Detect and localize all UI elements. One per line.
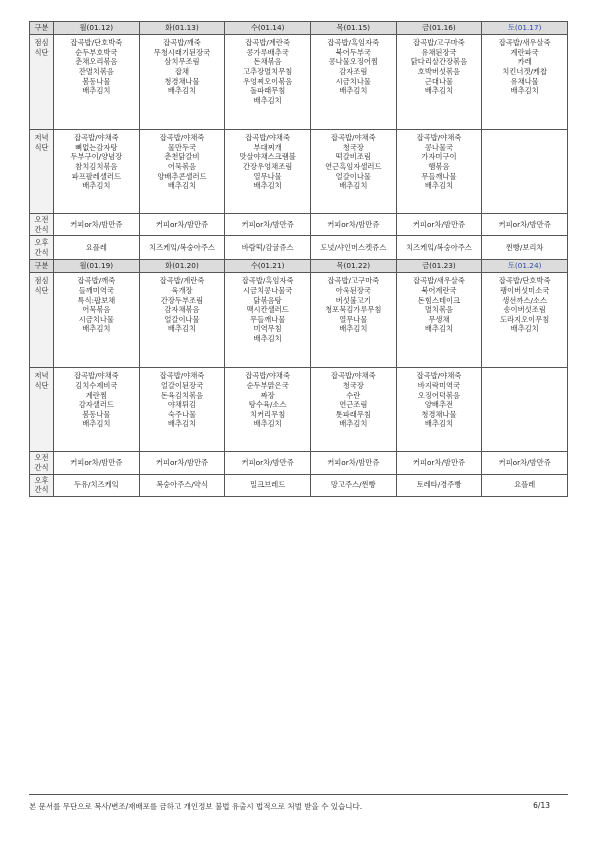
menu-item: 잡곡밥/깨죽 [163,38,201,47]
menu-cell [139,273,225,368]
menu-cell [139,368,225,452]
menu-item: 계란파국 [510,47,539,57]
menu-item: 감자채볶음 [164,305,200,315]
menu-item: 잡곡밥/단호박죽 [498,276,551,286]
menu-cell [54,35,140,130]
menu-item: 근대나물 [424,76,454,86]
menu-item: 잡곡밥/야채죽 [245,133,291,142]
menu-item: 배추김치 [339,86,368,96]
menu-cell [396,273,482,368]
snack-item: 커피or차/밤만쥬 [396,452,482,474]
menu-item: 잡채 [174,66,190,76]
menu-item: 잔멸치볶음 [78,66,114,76]
menu-item: 팽이버섯미소국 [499,285,550,295]
menu-item: 가자미구이 [421,152,457,162]
menu-cell [54,130,140,214]
meal-label: 저녁 식단 [30,368,54,452]
menu-cell [310,35,396,130]
snack-item: 밀크브레드 [225,474,311,496]
dinner-row [30,130,568,214]
day-header: 화(01.20) [139,260,225,273]
menu-item: 참치김치볶음 [75,161,118,171]
menu-item: 탕수육/소스 [248,400,287,410]
snack-item: 커피or차/밤만쥬 [482,452,568,474]
menu-cell [225,273,311,368]
menu-item: 닭다리살간장볶음 [410,57,468,67]
page-number: 6/13 [533,801,550,810]
pm-snack-row [30,236,568,260]
day-header: 금(01.16) [396,22,482,35]
menu-item: 삼치무조림 [164,57,200,67]
menu-item: 열무나물 [253,171,282,181]
menu-item: 배추김치 [82,181,111,191]
pm-snack-row [30,474,568,496]
day-header: 수(01.21) [225,260,311,273]
am-snack-row [30,214,568,236]
menu-item: 잡곡밥/야채죽 [159,133,205,142]
menu-item: 닭볶음탕 [253,295,282,305]
menu-cell [396,368,482,452]
menu-item: 순두부맑은국 [246,380,289,390]
menu-item: 아욱된장국 [335,285,371,295]
menu-item: 어묵볶음 [82,305,111,315]
menu-item: 생선까스/소스 [502,295,548,305]
day-header: 토(01.17) [482,22,568,35]
menu-item: 도라지오이무침 [499,314,550,324]
snack-item: 요플레 [54,236,140,260]
menu-item: 잡곡밥/야채죽 [245,371,291,381]
snack-item: 치즈케잌/복숭아주스 [139,236,225,260]
menu-item: 잡곡밥/야채죽 [416,133,462,142]
menu-item: 배추김치 [82,324,111,334]
menu-item: 순두부호박국 [75,47,118,57]
snack-label: 오전 간식 [30,214,54,236]
menu-item: 잡곡밥/단호박죽 [70,38,123,47]
menu-item: 콩나물국 [424,142,454,152]
menu-item: 시금치나물 [78,314,114,324]
snack-item: 토레타/경주빵 [396,474,482,496]
menu-item: 배추김치 [82,86,111,96]
menu-item: 특식:팝보채 [77,295,116,305]
snack-item: 커피or차/밤만쥬 [396,214,482,236]
menu-item: 배추김치 [510,86,539,96]
menu-cell [310,130,396,214]
snack-item: 복숭아주스/약식 [139,474,225,496]
snack-item: 커피or차/밤만쥬 [310,452,396,474]
menu-cell [54,368,140,452]
menu-item: 잡곡밥/깨죽 [77,276,116,286]
menu-item: 잡곡밥/흑임자죽 [327,38,380,47]
menu-item: 파프팔레샐러드 [71,171,121,181]
snack-item: 망고주스/찐빵 [310,474,396,496]
menu-item: 연근조림 [339,400,368,410]
menu-item: 부대찌개 [253,142,282,152]
menu-item: 김치수제비국 [75,380,118,390]
menu-item: 배추김치 [339,419,368,429]
meal-label: 점심 식단 [30,273,54,368]
menu-item: 배추김치 [253,181,282,191]
menu-item: 카레 [517,57,532,67]
menu-cell [396,35,482,130]
menu-item: 바지락미역국 [417,380,461,390]
menu-item: 버섯불고기 [335,295,371,305]
snack-item: 커피or차/밤만쥬 [225,452,311,474]
meal-label: 저녁 식단 [30,130,54,214]
menu-item: 멸치볶음 [424,305,454,315]
menu-item: 잡곡밥/흑임자죽 [241,276,294,286]
weekly-menu-table [29,21,568,497]
menu-item: 무생채 [428,314,450,324]
menu-item: 춘천닭갈비 [164,152,200,162]
am-snack-row [30,452,568,474]
snack-item: 커피or차/밤만쥬 [54,214,140,236]
menu-item: 간장두부조림 [160,295,204,305]
menu-item: 청경채나물 [164,76,200,86]
menu-cell [54,273,140,368]
menu-item: 호박버섯볶음 [417,66,461,76]
menu-item: 오징어덕볶음 [417,390,461,400]
menu-item: 시금치나물 [335,76,371,86]
menu-item: 양배추콘샐러드 [157,171,207,181]
menu-cell [225,368,311,452]
menu-item: 양배추전 [424,400,454,410]
menu-cell [482,368,568,452]
menu-item: 봄동나물 [82,409,111,419]
menu-item: 햄볶음 [428,161,450,171]
menu-item: 얼갈이된장국 [160,380,204,390]
menu-item: 어묵볶음 [167,161,197,171]
menu-item: 콩가루배추국 [246,47,289,57]
day-header: 금(01.23) [396,260,482,273]
snack-item: 요플레 [482,474,568,496]
menu-cell [225,130,311,214]
menu-cell [139,35,225,130]
menu-item: 잡곡밥/야채죽 [159,371,205,381]
snack-item: 바람떡/감귤쥬스 [225,236,311,260]
menu-item: 북어두부국 [335,47,371,57]
menu-item: 유채된장국 [421,47,457,57]
day-header: 토(01.24) [482,260,568,273]
menu-item: 숙주나물 [167,409,197,419]
menu-item: 맥시칸샐러드 [246,305,289,315]
menu-item: 청국장 [342,142,364,152]
menu-item: 배추김치 [167,181,197,191]
day-header: 화(01.13) [139,22,225,35]
menu-cell [139,130,225,214]
menu-item: 물만두국 [167,142,197,152]
dinner-row [30,368,568,452]
menu-item: 배추김치 [167,86,197,96]
menu-item: 얼갈이나물 [164,314,200,324]
menu-item: 봄동나물 [82,76,111,86]
lunch-row [30,35,568,130]
menu-item: 잡곡밥/계란죽 [159,276,205,286]
menu-item: 청국장 [342,380,364,390]
menu-item: 배추김치 [510,324,539,334]
snack-label: 오후 간식 [30,236,54,260]
footer-notice: 본 문서를 무단으로 복사/변조/재배포를 금하고 개인정보 불법 유출시 법적으로 처벌 받을 수 있습니다. [29,802,363,811]
menu-item: 청경채나물 [421,409,457,419]
snack-item: 두유/치즈케잌 [54,474,140,496]
menu-item: 감자샐러드 [78,400,114,410]
menu-item: 연근흑임자샐러드 [325,161,382,171]
menu-item: 두부구이/양념장 [70,152,123,162]
menu-item: 잡곡밥/야채죽 [416,371,462,381]
lunch-row [30,273,568,368]
snack-item: 도넛/샤인머스켓쥬스 [310,236,396,260]
menu-item: 맛살야채스크램블 [239,152,296,162]
menu-item: 배추김치 [167,419,197,429]
menu-item: 치커리무침 [250,409,286,419]
header-row [30,22,568,35]
menu-item: 잡곡밥/새우살죽 [413,276,465,286]
menu-item: 청포묵김가루무침 [325,305,382,315]
menu-item: 시금치콩나물국 [242,285,293,295]
menu-item: 잡곡밥/고구마죽 [327,276,380,286]
header-label: 구분 [30,22,54,35]
menu-item: 돈육김치볶음 [160,390,204,400]
menu-item: 잡곡밥/야채죽 [330,133,376,142]
menu-item: 배추김치 [253,334,282,343]
menu-item: 잡곡밥/계란죽 [245,38,291,47]
snack-item: 커피or차/밤만쥬 [54,452,140,474]
menu-item: 들깨미역국 [78,285,114,295]
menu-item: 돈채볶음 [253,57,282,67]
menu-item: 간장우엉채조림 [242,161,293,171]
snack-item: 커피or차/밤만쥬 [139,214,225,236]
menu-item: 배추김치 [339,181,368,191]
menu-item: 유채나물 [510,76,539,86]
menu-item: 송이버섯조림 [503,305,546,315]
menu-item: 짜장 [260,390,275,400]
menu-cell [482,130,568,214]
menu-item: 치킨너겟/케찹 [502,66,548,76]
menu-item: 무들깨나물 [250,314,286,324]
menu-item: 배추김치 [82,419,111,429]
menu-item: 배추김치 [339,324,368,334]
day-header: 월(01.19) [54,260,140,273]
menu-item: 콩나물오징어찜 [328,57,378,67]
menu-item: 돌파래무침 [250,86,286,96]
menu-item: 춘채오리볶음 [75,57,118,67]
menu-item: 무청시래기된장국 [153,47,211,57]
snack-item: 찐빵/보리차 [482,236,568,260]
day-header: 월(01.12) [54,22,140,35]
snack-item: 커피or차/밤만쥬 [225,214,311,236]
snack-item: 커피or차/밤만쥬 [139,452,225,474]
menu-item: 잡곡밥/야채죽 [330,371,376,381]
menu-item: 뼈없는감자탕 [75,142,118,152]
menu-item: 배추김치 [424,181,454,191]
menu-item: 수란 [346,390,361,400]
day-header: 수(01.14) [225,22,311,35]
menu-item: 돈힘스테이크 [417,295,461,305]
snack-label: 오후 간식 [30,474,54,496]
menu-item: 배추김치 [424,419,454,429]
menu-item: 잡곡밥/고구마죽 [413,38,465,47]
menu-item: 우엉찌오이볶음 [242,76,293,86]
menu-cell [310,368,396,452]
day-header: 목(01.15) [310,22,396,35]
menu-item: 떡갈비조림 [335,152,371,162]
menu-item: 감자조림 [339,66,368,76]
menu-item: 배추김치 [424,324,454,334]
menu-item: 무들깨나물 [421,171,457,181]
menu-cell [482,273,568,368]
menu-item: 배추김치 [253,95,282,105]
menu-item: 배추김치 [253,419,282,429]
menu-item: 톳파래무침 [335,409,371,419]
snack-item: 커피or차/밤만쥬 [482,214,568,236]
snack-item: 치즈케잌/복숭아주스 [396,236,482,260]
menu-item: 배추김치 [424,86,454,96]
menu-item: 얼갈이나물 [335,171,371,181]
footer [29,794,568,811]
menu-item: 미역무침 [253,324,282,334]
meal-label: 점심 식단 [30,35,54,130]
header-label: 구분 [30,260,54,273]
menu-item: 고추장멸치무침 [242,66,293,76]
menu-cell [396,130,482,214]
menu-item: 잡곡밥/야채죽 [73,133,119,142]
menu-item: 육개장 [171,285,193,295]
menu-item: 잡곡밥/새우살죽 [498,38,551,47]
menu-item: 배추김치 [167,324,197,334]
menu-item: 잡곡밥/야채죽 [73,371,119,381]
day-header: 목(01.22) [310,260,396,273]
snack-label: 오전 간식 [30,452,54,474]
menu-item: 계란찜 [85,390,107,400]
menu-item: 야채튀김 [167,400,197,410]
menu-cell [225,35,311,130]
menu-item: 열무나물 [339,314,368,324]
menu-cell [482,35,568,130]
menu-cell [310,273,396,368]
menu-item: 북어계란국 [421,285,457,295]
header-row [30,260,568,273]
snack-item: 커피or차/밤만쥬 [310,214,396,236]
